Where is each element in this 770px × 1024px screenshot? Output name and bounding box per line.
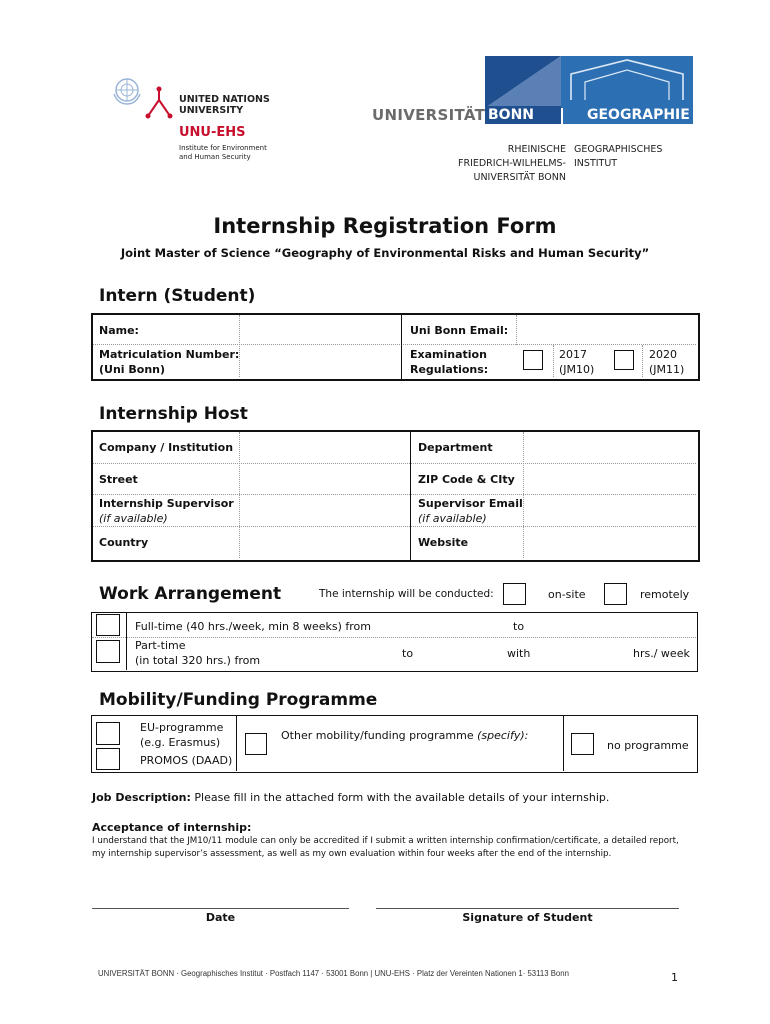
supervisor-email-label: Supervisor Email	[418, 497, 523, 510]
unu-name-line1: UNITED NATIONS	[179, 94, 270, 105]
parttime-to-field[interactable]	[420, 640, 500, 666]
job-label: Job Description:	[92, 791, 191, 804]
footer-address: UNIVERSITÄT BONN · Geographisches Institut · Postfach 1147 · 53001 Bonn | UNU-EHS · Platz der Vereinten Nationen 1· 53113 Bonn	[98, 969, 569, 978]
bonn-logo	[370, 56, 700, 128]
website-label: Website	[418, 536, 469, 549]
parttime-checkbox[interactable]	[96, 640, 120, 663]
remote-checkbox[interactable]	[604, 583, 627, 605]
bonn-address-line3: UNIVERSITÄT BONN	[473, 172, 566, 183]
none-label: no programme	[607, 739, 689, 752]
parttime-to-label: to	[402, 647, 414, 660]
none-checkbox[interactable]	[571, 733, 594, 755]
company-field[interactable]	[241, 433, 408, 462]
remote-label: remotely	[640, 588, 690, 601]
exam-label: Examination	[410, 348, 487, 361]
exam-sublabel: Regulations:	[410, 363, 489, 376]
name-field[interactable]	[241, 316, 399, 343]
page-subtitle: Joint Master of Science “Geography of Environmental Risks and Human Security”	[120, 246, 650, 260]
exam-2017-label: 2017	[559, 348, 587, 361]
exam-2017-code: (JM10)	[559, 363, 595, 376]
bonn-name-label: BONN	[485, 106, 561, 124]
promos-checkbox[interactable]	[96, 748, 120, 770]
matric-sublabel: (Uni Bonn)	[99, 363, 166, 376]
exam-2020-label: 2020	[649, 348, 677, 361]
other-checkbox[interactable]	[245, 733, 267, 755]
acceptance-heading: Acceptance of internship:	[92, 821, 252, 834]
country-field[interactable]	[241, 528, 408, 557]
fulltime-from-field[interactable]	[370, 614, 510, 636]
eu-label: EU-programme	[140, 721, 224, 734]
street-field[interactable]	[241, 465, 408, 493]
page-title: Internship Registration Form	[213, 214, 557, 238]
department-label: Department	[418, 441, 493, 454]
geo-address-line1: GEOGRAPHISCHES	[574, 144, 663, 155]
fulltime-label: Full-time (40 hrs./week, min 8 weeks) from	[135, 620, 371, 633]
promos-label: PROMOS (DAAD)	[140, 754, 233, 767]
company-label: Company / Institution	[99, 441, 234, 454]
email-field[interactable]	[518, 316, 694, 343]
unu-logo	[108, 72, 288, 172]
parttime-from-field[interactable]	[260, 640, 395, 666]
name-label: Name:	[99, 324, 139, 337]
geographie-emblem-icon	[561, 56, 693, 108]
date-label: Date	[205, 911, 236, 924]
date-field[interactable]	[92, 885, 349, 909]
unu-mark-icon	[144, 86, 174, 120]
unu-ehs-label: UNU-EHS	[179, 125, 246, 140]
job-text: Please fill in the attached form with the available details of your internship.	[194, 791, 610, 804]
supervisor-email-field[interactable]	[525, 496, 694, 525]
supervisor-field[interactable]	[241, 496, 408, 525]
unu-sub-line1: Institute for Environment	[179, 144, 267, 152]
matric-field[interactable]	[241, 346, 399, 376]
signature-label: Signature of Student	[462, 911, 593, 924]
supervisor-label: Internship Supervisor	[99, 497, 234, 510]
funding-heading: Mobility/Funding Programme	[99, 690, 378, 710]
signature-field[interactable]	[376, 885, 679, 909]
host-heading: Internship Host	[99, 404, 248, 424]
supervisor-email-note: (if available)	[418, 512, 487, 525]
conducted-label: The internship will be conducted:	[319, 588, 494, 600]
zip-label: ZIP Code & CIty	[418, 473, 515, 486]
unu-name-line2: UNIVERSITY	[179, 105, 244, 116]
bonn-uni-label: UNIVERSITÄT	[372, 106, 486, 124]
supervisor-note: (if available)	[99, 512, 168, 525]
country-label: Country	[99, 536, 149, 549]
page-number: 1	[671, 971, 678, 984]
onsite-label: on-site	[548, 588, 586, 601]
street-label: Street	[99, 473, 138, 486]
bonn-address-line2: FRIEDRICH-WILHELMS-	[458, 158, 566, 169]
intern-heading: Intern (Student)	[99, 286, 256, 306]
exam-2020-code: (JM11)	[649, 363, 685, 376]
geo-address-line2: INSTITUT	[574, 158, 618, 169]
geographie-label: GEOGRAPHIE	[563, 106, 693, 124]
fulltime-checkbox[interactable]	[96, 614, 120, 636]
fulltime-to-label: to	[513, 620, 525, 633]
other-label: Other mobility/funding programme	[281, 729, 474, 742]
parttime-hours-label: hrs./ week	[633, 647, 690, 660]
exam-2017-checkbox[interactable]	[523, 350, 543, 370]
acceptance-line1: I understand that the JM10/11 module can only be accredited if I submit a written internship confirmation/certificate, a detailed report,	[92, 836, 679, 846]
website-field[interactable]	[525, 528, 694, 557]
parttime-hours-field[interactable]	[540, 640, 625, 666]
eu-checkbox[interactable]	[96, 722, 120, 745]
bonn-emblem-icon	[485, 56, 561, 108]
un-emblem-icon	[110, 76, 144, 106]
email-label: Uni Bonn Email:	[410, 324, 509, 337]
zip-field[interactable]	[525, 465, 694, 493]
onsite-checkbox[interactable]	[503, 583, 526, 605]
bonn-address-line1: RHEINISCHE	[507, 144, 566, 155]
other-note: (specify):	[477, 729, 529, 742]
parttime-with-label: with	[507, 647, 531, 660]
fulltime-to-field[interactable]	[530, 614, 690, 636]
acceptance-line2: my internship supervisor’s assessment, as well as my own evaluation within four weeks after the end of the internship.	[92, 849, 612, 859]
matric-label: Matriculation Number:	[99, 348, 240, 361]
department-field[interactable]	[525, 433, 694, 462]
exam-2020-checkbox[interactable]	[614, 350, 634, 370]
parttime-sublabel: (in total 320 hrs.) from	[135, 654, 261, 667]
eu-sublabel: (e.g. Erasmus)	[140, 736, 221, 749]
other-specify-field[interactable]	[281, 745, 557, 767]
parttime-label: Part-time	[135, 639, 186, 652]
work-heading: Work Arrangement	[99, 584, 282, 604]
unu-sub-line2: and Human Security	[179, 153, 251, 161]
